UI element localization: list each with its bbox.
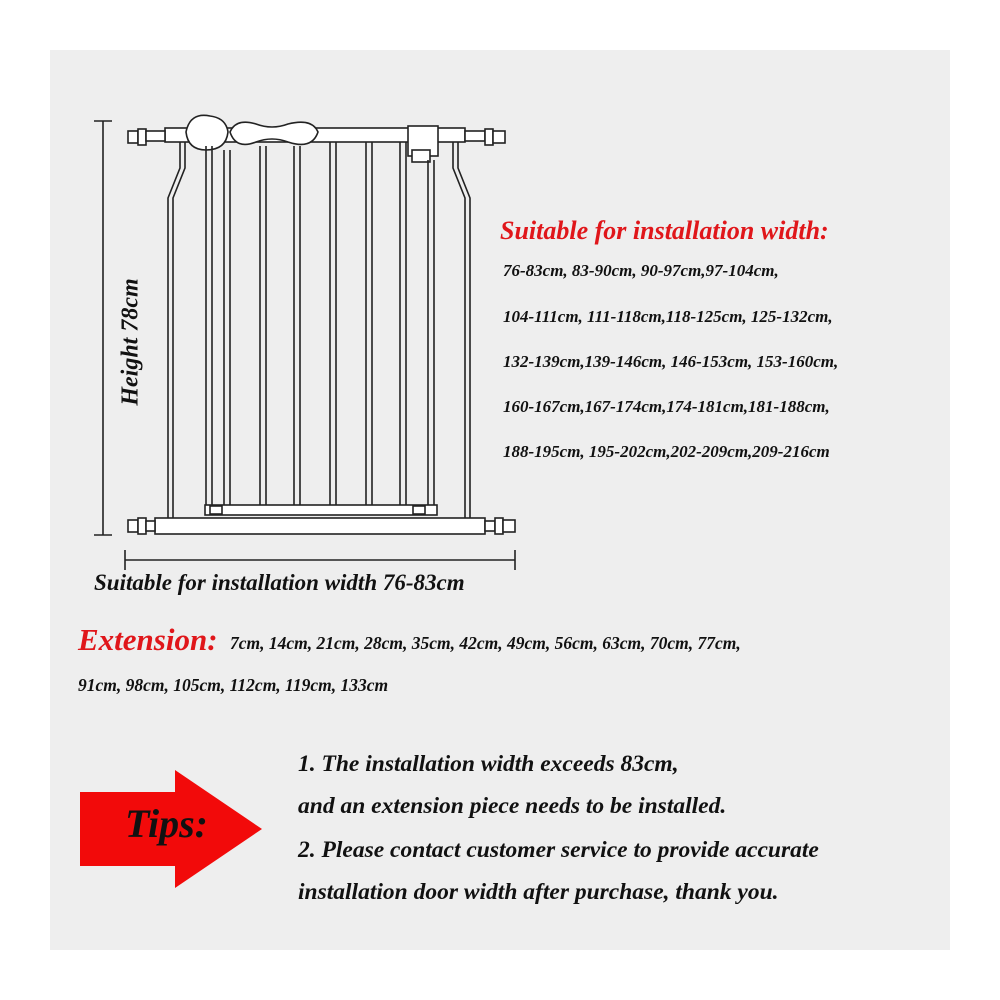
installation-width-row-3: 132-139cm,139-146cm, 146-153cm, 153-160cm, [503,352,839,371]
installation-width-row-1: 76-83cm, 83-90cm, 90-97cm,97-104cm, [503,261,779,280]
installation-width-row-2: 104-111cm, 111-118cm,118-125cm, 125-132cm, [503,307,833,326]
tips-line-4: installation door width after purchase, thank you. [298,879,779,905]
tips-line-3: 2. Please contact customer service to provide accurate [298,837,819,863]
width-caption: Suitable for installation width 76-83cm [94,570,465,595]
extension-label: Extension: [78,622,218,657]
extension-values-line-2: 91cm, 98cm, 105cm, 112cm, 119cm, 133cm [78,675,389,695]
installation-width-title: Suitable for installation width: [500,216,829,245]
height-label: Height 78cm [117,278,144,406]
tips-label: Tips: [125,801,208,846]
installation-width-row-4: 160-167cm,167-174cm,174-181cm,181-188cm, [503,397,830,416]
installation-width-row-5: 188-195cm, 195-202cm,202-209cm,209-216cm [503,442,830,461]
bottom-rail [155,518,485,534]
extension-values-line-1: 7cm, 14cm, 21cm, 28cm, 35cm, 42cm, 49cm, 56cm, 63cm, 70cm, 77cm, [230,633,741,653]
tips-line-2: and an extension piece needs to be installed. [298,793,727,819]
tips-line-1: 1. The installation width exceeds 83cm, [298,751,679,777]
knob-left [186,115,228,150]
